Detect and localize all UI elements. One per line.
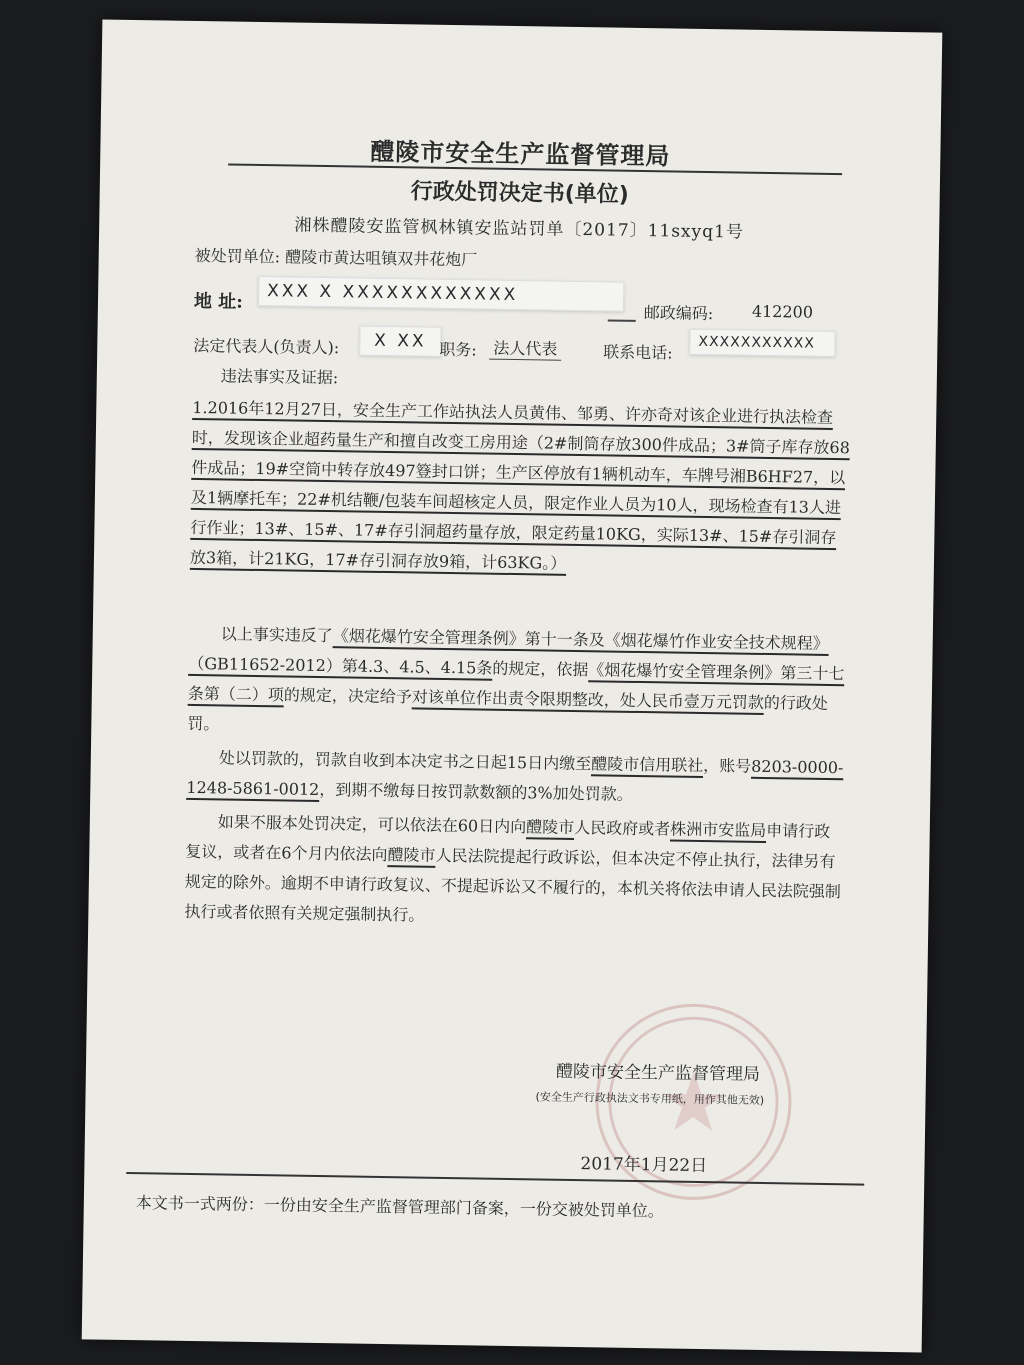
postal-code-value: 412200	[751, 301, 814, 322]
violation-basis-paragraph	[187, 619, 849, 749]
payment-text-1: 处以罚款的，罚款自收到本决定书之日起15日内缴至	[218, 748, 592, 774]
postal-code-label: 邮政编码:	[643, 303, 714, 324]
appeal-text-3: 申请行政复议，或者在6个月内依法向	[185, 821, 831, 865]
position-label: 职务:	[439, 339, 477, 360]
legal-rep-redacted-value: X XX	[359, 326, 441, 357]
document-page	[82, 19, 943, 1352]
appeal-paragraph	[184, 807, 846, 937]
appeal-text-2: 人民政府或者	[574, 817, 671, 839]
violation-text-1: 以上事实违反了	[220, 624, 333, 646]
violation-facts-paragraph	[190, 393, 853, 583]
penalized-unit-value: 醴陵市黄达咀镇双井花炮厂	[285, 247, 478, 270]
issuing-authority-title: 醴陵市安全生产监督管理局	[370, 137, 671, 171]
decision-date: 2017年1月22日	[580, 1154, 708, 1177]
phone-label: 联系电话:	[603, 342, 673, 363]
legal-basis: 《烟花爆竹安全管理条例》第三十七条第（二）项	[187, 660, 845, 705]
payment-paragraph	[186, 743, 847, 813]
address-underline	[608, 319, 636, 321]
payment-text-2: ，账号	[703, 756, 752, 776]
violation-text-4: 的行政处罚。	[187, 692, 828, 734]
appeal-government: 醴陵市	[526, 817, 575, 837]
appeal-department: 株洲市安监局	[670, 819, 767, 841]
document-title: 行政处罚决定书(单位)	[410, 179, 629, 208]
payment-bank: 醴陵市信用联社	[591, 754, 704, 776]
violation-text-2: 的规定，依据	[492, 658, 589, 680]
position-value: 法人代表	[489, 336, 561, 361]
phone-redacted-value: XXXXXXXXXXX	[689, 329, 835, 357]
document-number: 湘株醴陵安监管枫林镇安监站罚单〔2017〕11sxyq1号	[294, 215, 745, 243]
violated-regulations: 《烟花爆竹安全管理条例》第十一条及《烟花爆竹作业安全技术规程》（GB11652-2012）第4.3、4.5、4.15条	[188, 626, 829, 678]
penalty-decision: 对该单位作出责令限期整改，处人民币壹万元罚款	[411, 687, 764, 712]
footer-note: 本文书一式两份：一份由安全生产监督管理部门备案，一份交被处罚单位。	[135, 1193, 664, 1221]
payment-text-3: ，到期不缴每日按罚款数额的3%加处罚款。	[319, 779, 633, 804]
appeal-text-1: 如果不服本处罚决定，可以依法在60日内向	[217, 812, 527, 837]
issuer-name: 醴陵市安全生产监督管理局	[555, 1061, 761, 1085]
payment-account-number: 8203-0000-1248-5861-0012	[186, 756, 844, 799]
penalized-unit-label: 被处罚单位:	[194, 245, 281, 267]
violation-text-3: 的规定，决定给予	[283, 685, 412, 707]
address-redacted-value: XXX X XXXXXXXXXXXX	[258, 276, 624, 312]
violation-facts-text: 1.2016年12月27日，安全生产工作站执法人员黄伟、邹勇、许亦奇对该企业进行执法检查时，发现该企业超药量生产和擅自改变工房用途（2#制筒存放300件成品；3#筒子库存放68件成品；19#空筒中转存放497簦封口饼；生产区停放有1辆机动车，车牌号湘B6HF27，以及1辆摩托车；22#机结鞭/包装车间超核定人员，限定作业人员为10人，现场检查有13人进行作业；13#、15#、17#存引洞超药量存放，限定药量10KG，实际13#、15#存引洞存放3箱，计21KG，17#存引洞存放9箱，计63KG。）	[189, 397, 851, 573]
legal-rep-label: 法定代表人(负责人):	[193, 335, 340, 358]
stationery-note: (安全生产行政执法文书专用纸，用作其他无效)	[535, 1090, 765, 1108]
appeal-court: 醴陵市	[387, 845, 436, 865]
penalized-unit-row	[195, 243, 478, 270]
facts-label: 违法事实及证据:	[220, 366, 339, 388]
appeal-text-4: 人民法院提起行政诉讼，但本决定不停止执行，法律另有规定的除外。逾期不申请行政复议、不提起诉讼又不履行的，本机关将依法申请人民法院强制执行或者依照有关规定强制执行。	[184, 845, 841, 925]
address-label: 地 址:	[193, 290, 244, 313]
